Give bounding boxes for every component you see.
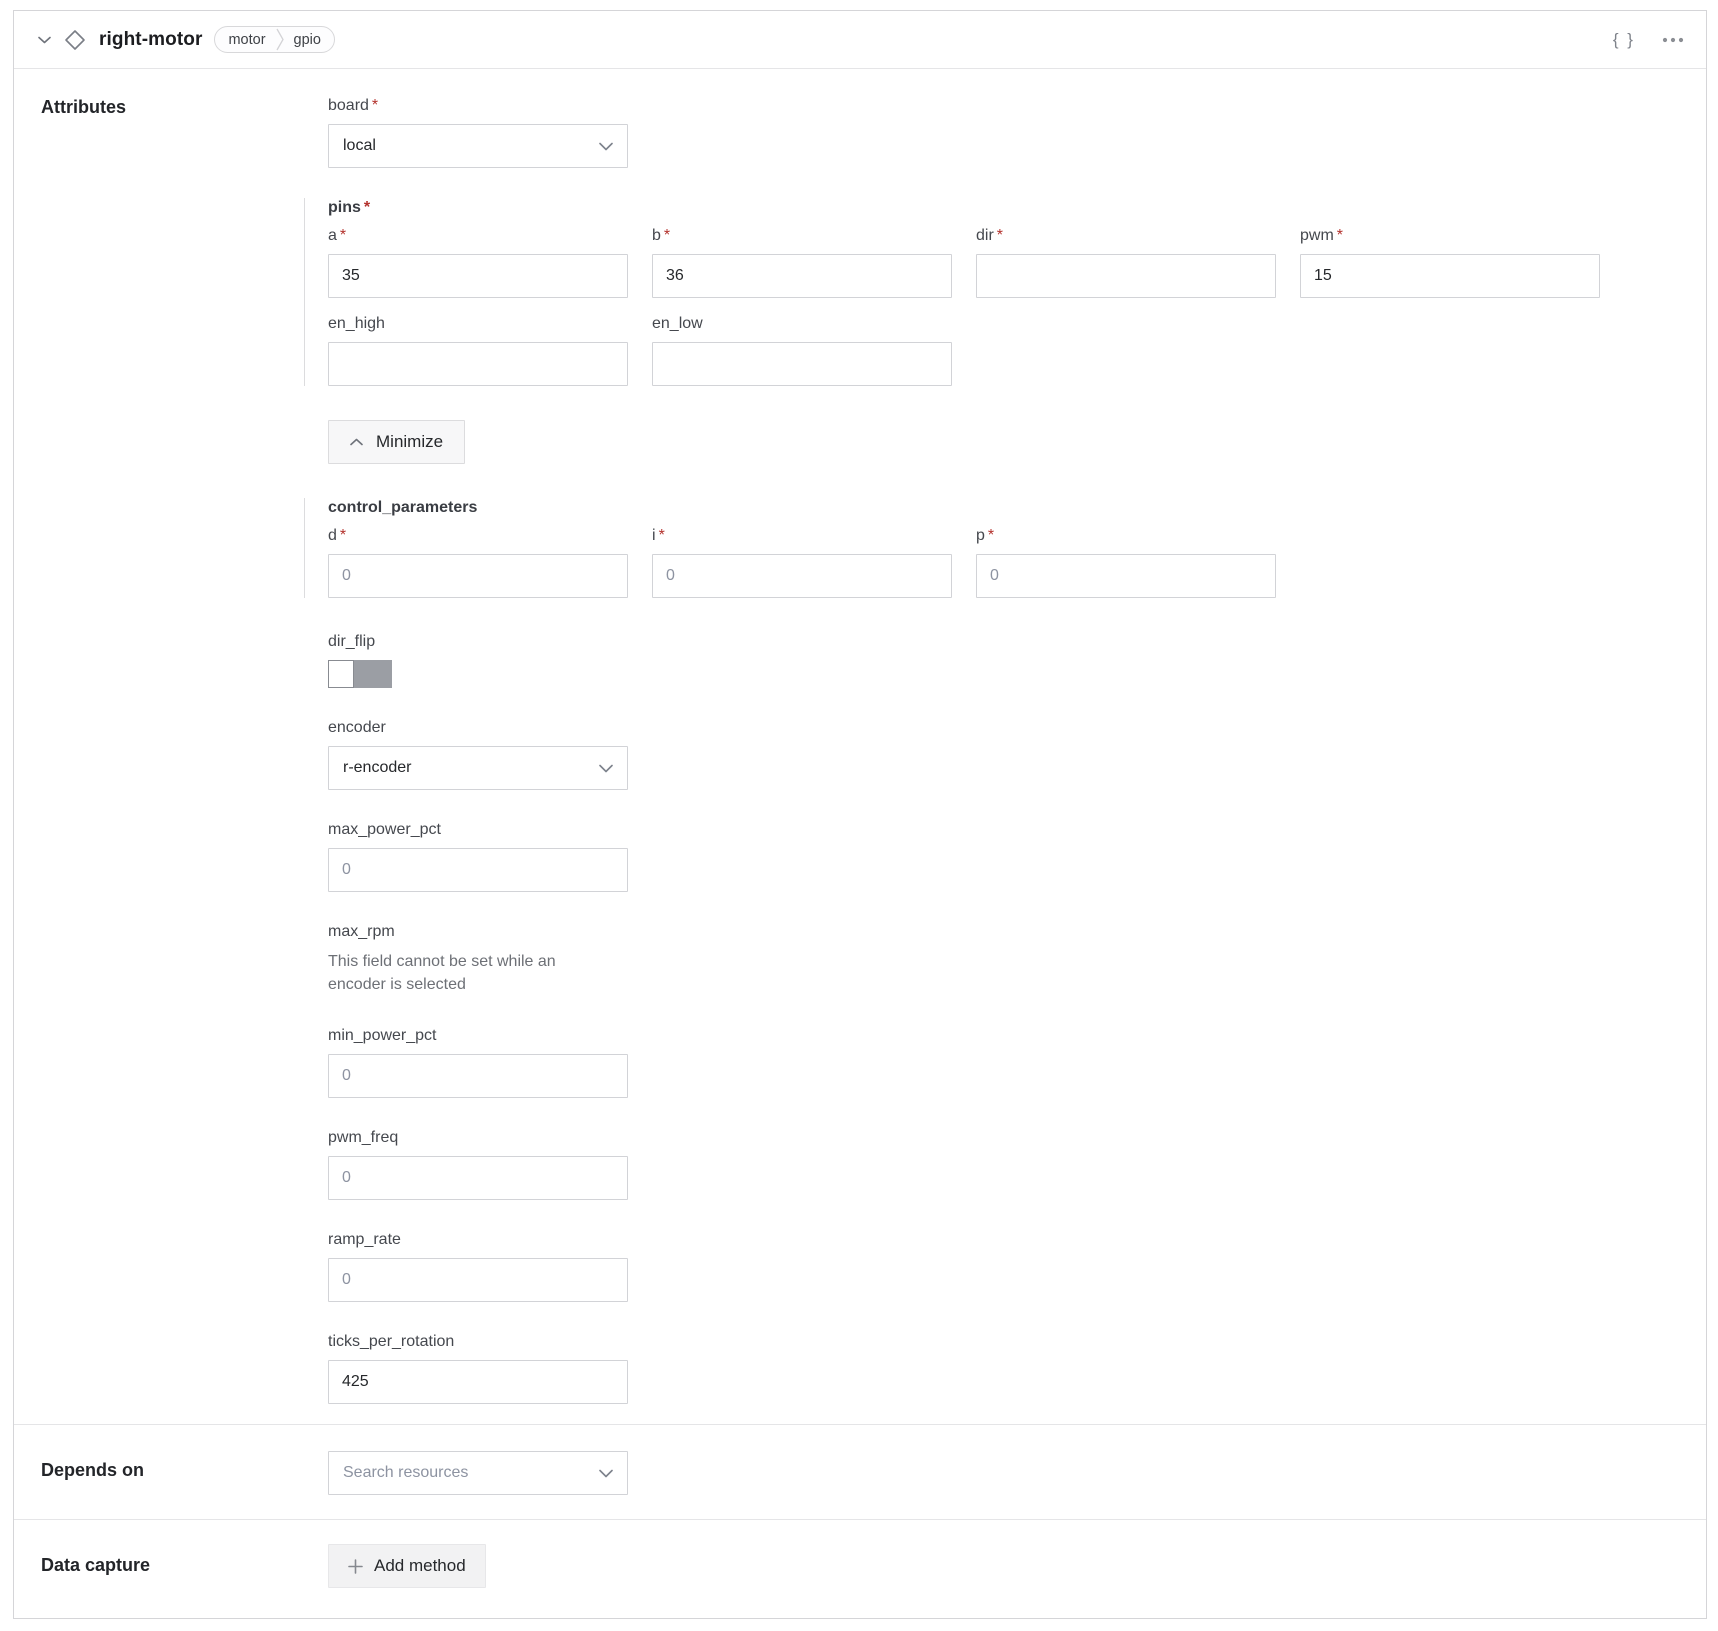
add-method-button[interactable] bbox=[328, 1544, 486, 1588]
json-mode-button[interactable]: { } bbox=[1612, 29, 1635, 49]
pins-group bbox=[304, 198, 1600, 386]
control-parameters-group bbox=[304, 498, 1600, 598]
tag-model: gpio bbox=[293, 31, 321, 48]
required-marker: * bbox=[996, 227, 1004, 244]
required-marker: * bbox=[663, 227, 671, 244]
required-marker: * bbox=[339, 527, 347, 544]
board-select-value: local bbox=[343, 137, 376, 154]
add-method-label: Add method bbox=[374, 1556, 466, 1575]
encoder-field bbox=[328, 718, 1600, 790]
control-d-input[interactable] bbox=[328, 554, 628, 598]
pwm-freq-label: pwm_freq bbox=[328, 1129, 399, 1146]
required-marker: * bbox=[339, 227, 347, 244]
control-i-field bbox=[652, 526, 952, 598]
tag-type: motor bbox=[228, 31, 266, 48]
pin-pwm-field bbox=[1300, 226, 1600, 298]
ticks-per-rotation-field bbox=[328, 1332, 1600, 1404]
required-marker: * bbox=[987, 527, 995, 544]
pin-a-field bbox=[328, 226, 628, 298]
pin-dir-label: dir * bbox=[976, 227, 1004, 244]
control-p-label: p * bbox=[976, 527, 995, 544]
data-capture-content bbox=[328, 1520, 486, 1618]
pwm-freq-input[interactable] bbox=[328, 1156, 628, 1200]
ramp-rate-input[interactable] bbox=[328, 1258, 628, 1302]
attributes-heading: Attributes bbox=[41, 97, 126, 117]
minimize-label: Minimize bbox=[376, 432, 444, 451]
dir-flip-toggle[interactable] bbox=[328, 660, 392, 688]
dir-flip-label: dir_flip bbox=[328, 633, 376, 650]
chevron-up-icon bbox=[350, 438, 363, 446]
encoder-label: encoder bbox=[328, 719, 386, 736]
max-power-pct-input[interactable] bbox=[328, 848, 628, 892]
depends-on-heading: Depends on bbox=[41, 1460, 145, 1480]
control-d-label: d * bbox=[328, 527, 347, 544]
max-power-pct-field bbox=[328, 820, 1600, 892]
max-rpm-field bbox=[328, 922, 1600, 996]
control-p-field bbox=[976, 526, 1276, 598]
depends-on-section bbox=[14, 1425, 1706, 1519]
pin-en-low-label: en_low bbox=[652, 315, 703, 332]
encoder-select[interactable] bbox=[328, 746, 628, 790]
ticks-per-rotation-label: ticks_per_rotation bbox=[328, 1333, 455, 1350]
pin-en-high-label: en_high bbox=[328, 315, 385, 332]
plus-icon bbox=[348, 1559, 363, 1574]
ramp-rate-label: ramp_rate bbox=[328, 1231, 401, 1248]
header-actions bbox=[1613, 30, 1684, 50]
chevron-down-icon bbox=[38, 36, 51, 44]
chevron-down-icon bbox=[599, 142, 613, 151]
pwm-freq-field bbox=[328, 1128, 1600, 1200]
control-i-input[interactable] bbox=[652, 554, 952, 598]
encoder-select-value: r-encoder bbox=[343, 759, 412, 776]
component-name: right-motor bbox=[99, 28, 203, 50]
chevron-down-icon bbox=[599, 1469, 613, 1478]
required-marker: * bbox=[363, 199, 371, 216]
required-marker: * bbox=[658, 527, 665, 544]
component-config-card bbox=[13, 10, 1707, 1619]
min-power-pct-label: min_power_pct bbox=[328, 1027, 437, 1044]
ellipsis-icon bbox=[1662, 37, 1684, 43]
control-d-field bbox=[328, 526, 628, 598]
pin-en-high-field bbox=[328, 314, 628, 386]
pins-group-label: pins * bbox=[328, 199, 371, 216]
component-tags bbox=[214, 26, 335, 53]
data-capture-heading: Data capture bbox=[41, 1555, 151, 1575]
overflow-menu-button[interactable] bbox=[1662, 37, 1684, 43]
board-label: board * bbox=[328, 97, 379, 114]
component-type-icon bbox=[64, 29, 86, 51]
ramp-rate-field bbox=[328, 1230, 1600, 1302]
control-i-label: i * bbox=[652, 527, 665, 544]
depends-on-placeholder: Search resources bbox=[343, 1464, 469, 1481]
pin-b-field bbox=[652, 226, 952, 298]
max-rpm-label: max_rpm bbox=[328, 923, 395, 940]
pin-a-input[interactable] bbox=[328, 254, 628, 298]
toggle-knob bbox=[328, 660, 354, 688]
pin-en-high-input[interactable] bbox=[328, 342, 628, 386]
depends-on-select[interactable] bbox=[328, 1451, 628, 1495]
tag-divider-icon bbox=[276, 26, 284, 53]
data-capture-aside bbox=[41, 1520, 328, 1618]
ticks-per-rotation-input[interactable] bbox=[328, 1360, 628, 1404]
depends-on-aside bbox=[41, 1425, 328, 1519]
pin-pwm-input[interactable] bbox=[1300, 254, 1600, 298]
pins-row-2 bbox=[328, 314, 1600, 386]
pin-a-label: a * bbox=[328, 227, 347, 244]
max-power-pct-label: max_power_pct bbox=[328, 821, 441, 838]
min-power-pct-input[interactable] bbox=[328, 1054, 628, 1098]
pin-b-label: b * bbox=[652, 227, 671, 244]
pin-en-low-field bbox=[652, 314, 952, 386]
required-marker: * bbox=[371, 97, 379, 114]
control-p-input[interactable] bbox=[976, 554, 1276, 598]
required-marker: * bbox=[1336, 227, 1344, 244]
minimize-button[interactable] bbox=[328, 420, 465, 464]
component-card-header bbox=[14, 11, 1706, 69]
attributes-section bbox=[14, 69, 1706, 1424]
chevron-down-icon bbox=[599, 764, 613, 773]
depends-on-content bbox=[328, 1425, 628, 1519]
board-field bbox=[328, 96, 1600, 168]
collapse-button[interactable] bbox=[38, 36, 51, 44]
max-rpm-note: This field cannot be set while an encoder is selected bbox=[328, 953, 556, 993]
pin-dir-field bbox=[976, 226, 1276, 298]
control-parameters-label: control_parameters bbox=[328, 499, 478, 516]
min-power-pct-field bbox=[328, 1026, 1600, 1098]
pin-en-low-input[interactable] bbox=[652, 342, 952, 386]
attributes-content bbox=[328, 69, 1600, 1424]
pin-dir-input[interactable] bbox=[976, 254, 1276, 298]
board-select[interactable] bbox=[328, 124, 628, 168]
pin-b-input[interactable] bbox=[652, 254, 952, 298]
attributes-aside bbox=[41, 69, 328, 1424]
data-capture-section bbox=[14, 1520, 1706, 1618]
pin-pwm-label: pwm * bbox=[1300, 227, 1344, 244]
control-parameters-row bbox=[328, 526, 1600, 598]
dir-flip-field bbox=[328, 632, 1600, 688]
pins-row-1 bbox=[328, 226, 1600, 298]
